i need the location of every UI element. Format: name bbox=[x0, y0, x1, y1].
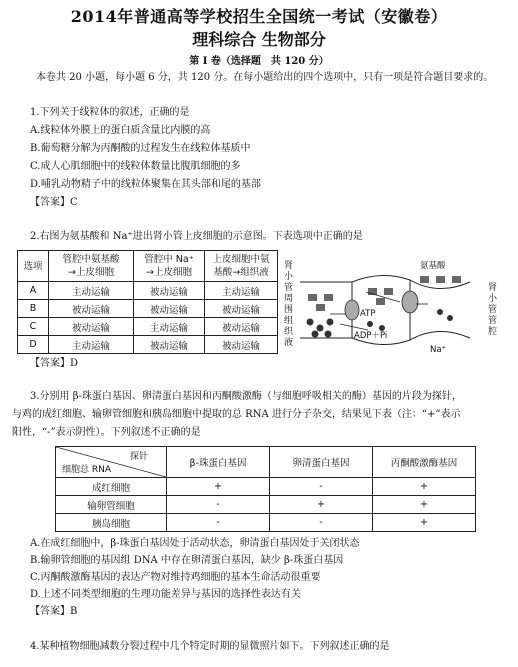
q2-options-table bbox=[17, 250, 278, 354]
q2-header-option: 选项 bbox=[18, 251, 49, 282]
q3-col-header: 丙酮酸激酶基因 bbox=[373, 447, 476, 478]
q3-option-b: B.输卵管细胞的基因组 DNA 中存在卵清蛋白基因，缺少 β-珠蛋白基因 bbox=[30, 555, 344, 566]
q2-header-col2: 管腔中 Na⁺ →上皮细胞 bbox=[134, 251, 205, 282]
amino-acid-square bbox=[436, 276, 445, 283]
q1-answer: 【答案】C bbox=[30, 197, 78, 208]
amino-acid-square bbox=[384, 288, 393, 295]
kidney-tubule-transport-diagram bbox=[270, 252, 510, 364]
q2-header-col1: 管腔中氨基酸 →上皮细胞 bbox=[49, 251, 134, 282]
part-heading: 第 I 卷（选择题 共 120 分） bbox=[189, 56, 329, 67]
q1-stem: 1.下列关于线粒体的叙述，正确的是 bbox=[30, 107, 190, 118]
left-label-char: 管 bbox=[284, 283, 294, 293]
amino-acid-square bbox=[452, 276, 461, 283]
sodium-ion-dot bbox=[317, 325, 324, 332]
amino-acid-square bbox=[316, 304, 325, 311]
carrier-protein-basal bbox=[345, 300, 359, 320]
na-label: Na⁺ bbox=[430, 345, 447, 355]
q3-option-a: A.在成红细胞中，β-珠蛋白基因处于活动状态，卵清蛋白基因处于关闭状态 bbox=[30, 538, 360, 549]
amino-acid-label: 氨基酸 bbox=[420, 261, 446, 271]
amino-acid-square bbox=[420, 276, 429, 283]
table-row: 成红细胞 + - + bbox=[56, 478, 476, 496]
q3-option-d: D.上述不同类型细胞的生理功能差异与基因的选择性表达有关 bbox=[30, 589, 301, 600]
adp-label: ADP＋Pi bbox=[354, 331, 388, 341]
table-row: A 主动运输 被动运输 主动运输 bbox=[18, 282, 278, 300]
q3-answer: 【答案】B bbox=[30, 606, 78, 617]
left-label-char: 液 bbox=[284, 338, 294, 348]
q1-option-d: D.哺乳动物精子中的线粒体聚集在其头部和尾的基部 bbox=[30, 179, 261, 190]
q2-answer: 【答案】D bbox=[30, 358, 79, 369]
table-row: 胰岛细胞 - - + bbox=[56, 514, 476, 532]
q3-stem-line3: 阳性，“-”表示阴性）。下列叙述不正确的是 bbox=[12, 427, 201, 438]
carrier-protein-apical bbox=[402, 291, 418, 313]
q2-header-col3: 上皮细胞中氨 基酸→组织液 bbox=[205, 251, 278, 282]
q3-option-c: C.丙酮酸激酶基因的表达产物对维持鸡细胞的基本生命活动很重要 bbox=[30, 572, 321, 583]
q1-option-b: B.葡萄糖分解为丙酮酸的过程发生在线粒体基质中 bbox=[30, 143, 251, 154]
right-label-char: 管 bbox=[488, 316, 498, 326]
intro-text: 本卷共 20 小题，每小题 6 分，共 120 分。在每小题给出的四个选项中，只有一项是符合题目要求的。 bbox=[36, 72, 494, 83]
q1-option-c: C.成人心肌细胞中的线粒体数量比腹肌细胞的多 bbox=[30, 161, 241, 172]
sodium-ion-dot bbox=[367, 321, 373, 327]
q1-option-a: A.线粒体外膜上的蛋白质含量比内膜的高 bbox=[30, 125, 211, 136]
q3-col-header: 卵清蛋白基因 bbox=[270, 447, 373, 478]
left-label-char: 小 bbox=[284, 272, 294, 282]
amino-acid-square bbox=[324, 294, 333, 301]
amino-acid-square bbox=[308, 294, 317, 301]
sodium-ion-dot bbox=[447, 315, 453, 321]
q4-stem: 4.某种植物细胞减数分裂过程中几个特定时期的显微照片如下。下列叙述正确的是 bbox=[30, 641, 390, 652]
q2-stem: 2.右图为氨基酸和 Na⁺进出肾小管上皮细胞的示意图。下表选项中正确的是 bbox=[30, 231, 363, 242]
left-label-char: 组 bbox=[284, 316, 294, 326]
q3-col-header: β-珠蛋白基因 bbox=[167, 447, 270, 478]
sodium-ion-dot bbox=[307, 319, 314, 326]
right-label-char: 小 bbox=[488, 294, 498, 304]
q3-diagonal-header: 探针 细胞总 RNA bbox=[56, 447, 167, 478]
exam-subtitle: 理科综合 生物部分 bbox=[192, 30, 326, 49]
arrow bbox=[340, 324, 368, 330]
sodium-ion-dot bbox=[437, 309, 443, 315]
left-label-char: 围 bbox=[284, 305, 294, 315]
left-label-char: 肾 bbox=[284, 261, 294, 271]
left-label-char: 周 bbox=[284, 294, 294, 304]
sodium-ion-dot bbox=[312, 331, 319, 338]
q3-stem-line1: 3.分别用 β-珠蛋白基因、卵清蛋白基因和丙酮酸激酶（与细胞呼吸相关的酶）基因的片段为探针， bbox=[30, 391, 462, 402]
table-row: C 被动运输 主动运输 被动运输 bbox=[18, 318, 278, 336]
q3-stem-line2: 与鸡的成红细胞、输卵管细胞和胰岛细胞中提取的总 RNA 进行分子杂交，结果见下表（注：“+”表示 bbox=[12, 409, 461, 420]
sodium-ion-dot bbox=[327, 319, 334, 326]
right-label-char: 腔 bbox=[488, 327, 498, 337]
table-row: 输卵管细胞 - + + bbox=[56, 496, 476, 514]
exam-title: 2014年普通高等学校招生全国统一考试（安徽卷） bbox=[70, 7, 448, 26]
table-row: B 被动运输 被动运输 被动运输 bbox=[18, 300, 278, 318]
table-row: D 主动运输 被动运输 被动运输 bbox=[18, 336, 278, 354]
atp-label: ATP bbox=[360, 309, 376, 319]
right-label-char: 管 bbox=[488, 305, 498, 315]
right-label-char: 肾 bbox=[488, 283, 498, 293]
left-label-char: 织 bbox=[284, 327, 294, 337]
sodium-ion-dot bbox=[325, 331, 332, 338]
amino-acid-square bbox=[376, 298, 385, 305]
q3-hybridization-table bbox=[55, 446, 476, 532]
